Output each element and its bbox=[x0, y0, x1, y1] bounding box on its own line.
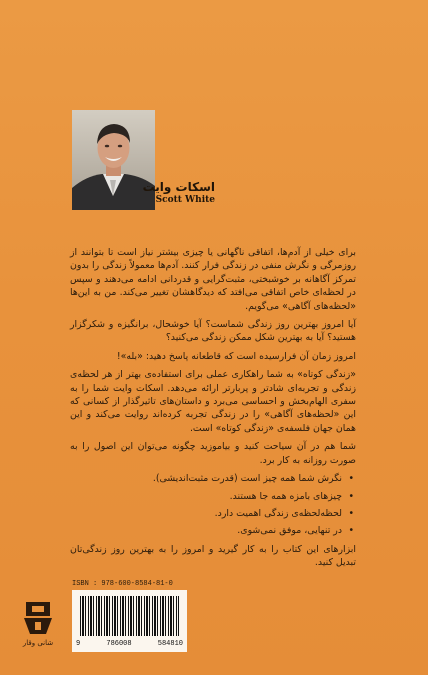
barcode-digit-group: 786008 bbox=[106, 640, 132, 648]
blurb-paragraph-2: آیا امروز بهترین روز زندگی شماست؟ آیا خوشحال، برانگیزه و شکرگزار هستید؟ آیا به بهترین شکل ممکن زندگی می‌کنید؟ bbox=[70, 319, 356, 344]
author-name-persian: اسکات وایت bbox=[142, 180, 215, 194]
list-item: • چیزهای بامزه همه جا هستند. bbox=[70, 490, 342, 503]
barcode-digits bbox=[76, 640, 183, 648]
barcode-digit-group: 584810 bbox=[157, 640, 183, 648]
blurb-text bbox=[70, 246, 356, 575]
author-name-english: Scott White bbox=[155, 195, 215, 205]
list-item: • نگرش شما همه چیز است (قدرت مثبت‌اندیشی). bbox=[70, 472, 342, 485]
publisher-logo bbox=[18, 600, 58, 648]
blurb-paragraph-6: ابزارهای این کتاب را به کار گیرید و امروز را به بهترین روز زندگی‌تان تبدیل کنید. bbox=[70, 543, 356, 569]
principles-list bbox=[70, 472, 356, 538]
author-block bbox=[135, 180, 215, 206]
blurb-paragraph-5: شما هم در آن سیاحت کنید و بیاموزید چگونه می‌توان این اصول را به صورت روزانه به کار برد. bbox=[70, 441, 356, 466]
publisher-name: شانی وقار bbox=[22, 639, 54, 647]
list-item: • در تنهایی، موفق نمی‌شوی. bbox=[70, 524, 342, 537]
blurb-paragraph-3: امروز زمان آن فرارسیده است که قاطعانه پاسخ دهید: «بله»! bbox=[116, 350, 356, 362]
barcode-digit-group: 9 bbox=[76, 640, 81, 648]
publisher-logo-icon bbox=[18, 600, 58, 648]
list-item: • لحظه‌لحظه‌ی زندگی اهمیت دارد. bbox=[70, 507, 342, 520]
blurb-paragraph-1: برای خیلی از آدم‌ها، اتفاقی ناگهانی یا چیزی بیشتر نیاز است تا بتوانند از روزمرگی و نگرش منفی در زندگی فرار کنند. آدم‌ها معمولاً زندگی را بدون تمرکز آگاهانه بر خوشبختی، مثبت‌گرایی و قدردانی ادامه می‌دهند و سپس در لحظه‌ای خاص اتفاقی می‌افتد که دیدگاهشان تغییر می‌کند. من به این‌ها «لحظه‌های آگاهی» می‌گویم. bbox=[70, 247, 356, 312]
blurb-paragraph-4: «زندگی کوتاه» به شما راهکاری عملی برای استفاده‌ی بهتر از هر لحظه‌ی زندگی و تجربه‌ای شادتر و پربارتر ارائه می‌دهد. اسکات وایت شما را به سفری الهام‌بخش و احساسی می‌برد و داستان‌های تاثیرگذار از کسانی که این «لحظه‌های آگاهی» را در زندگی تجربه کرده‌اند روایت می‌کند و این همان جهان فلسفه‌ی «زندگی کوتاه» است. bbox=[70, 369, 356, 434]
barcode bbox=[72, 590, 187, 652]
barcode-bars bbox=[80, 596, 179, 636]
isbn-label: ISBN : 978-600-8584-81-0 bbox=[72, 580, 173, 588]
